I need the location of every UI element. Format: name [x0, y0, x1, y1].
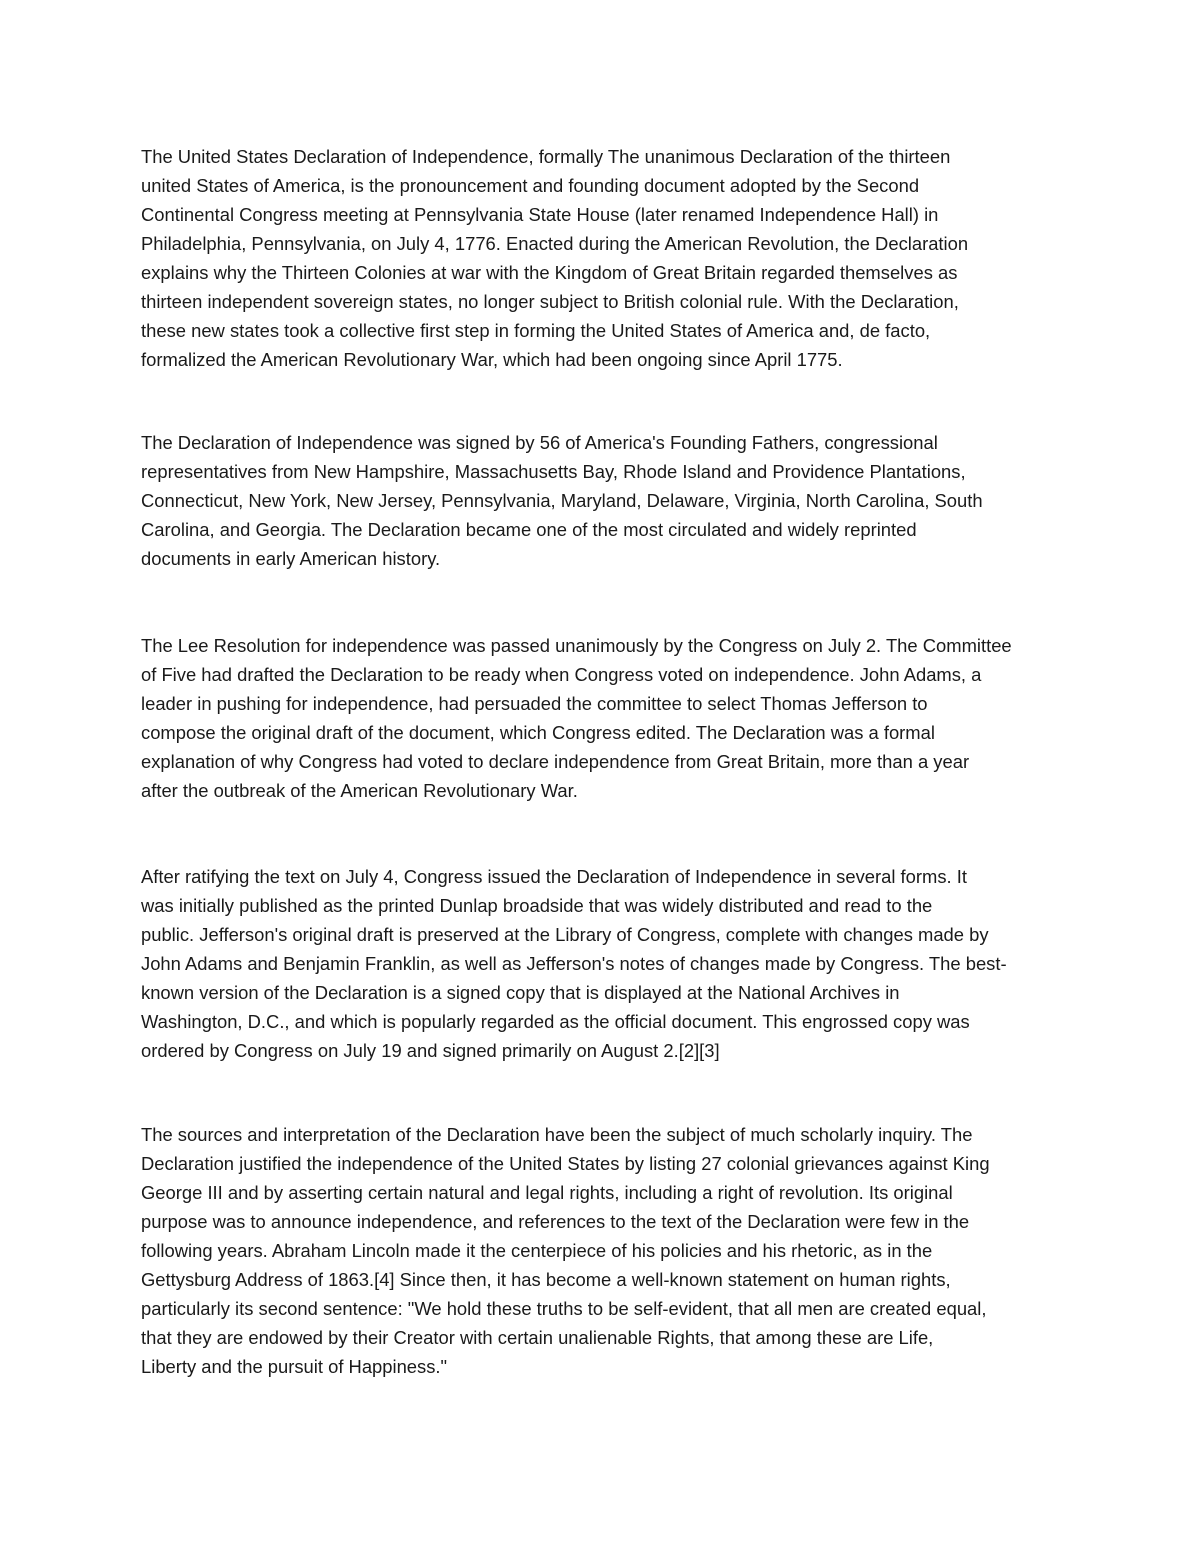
- text-line: The Lee Resolution for independence was passed unanimously by the Congress on July 2. The Committee: [141, 635, 1012, 656]
- text-line: John Adams and Benjamin Franklin, as well as Jefferson's notes of changes made by Congress. The best-: [141, 953, 1007, 974]
- text-line: formalized the American Revolutionary War, which had been ongoing since April 1775.: [141, 349, 843, 370]
- text-line: following years. Abraham Lincoln made it the centerpiece of his policies and his rhetoric, as in the: [141, 1240, 933, 1261]
- text-line: documents in early American history.: [141, 548, 441, 569]
- text-line: representatives from New Hampshire, Massachusetts Bay, Rhode Island and Providence Plantations,: [141, 461, 966, 482]
- text-line: The sources and interpretation of the Declaration have been the subject of much scholarly inquiry. The: [141, 1124, 973, 1145]
- text-line: purpose was to announce independence, and references to the text of the Declaration were few in the: [141, 1211, 970, 1232]
- text-line: explanation of why Congress had voted to declare independence from Great Britain, more than a year: [141, 751, 970, 772]
- text-line: that they are endowed by their Creator with certain unalienable Rights, that among these are Life,: [141, 1327, 934, 1348]
- text-line: explains why the Thirteen Colonies at war with the Kingdom of Great Britain regarded themselves as: [141, 262, 958, 283]
- text-line: The Declaration of Independence was signed by 56 of America's Founding Fathers, congressional: [141, 432, 938, 453]
- paragraph-interpretation: [141, 1120, 1071, 1381]
- text-line: After ratifying the text on July 4, Congress issued the Declaration of Independence in several forms. It: [141, 866, 967, 887]
- text-line: ordered by Congress on July 19 and signed primarily on August 2.[2][3]: [141, 1040, 720, 1061]
- text-line: Gettysburg Address of 1863.[4] Since then, it has become a well-known statement on human rights,: [141, 1269, 951, 1290]
- text-line: after the outbreak of the American Revolutionary War.: [141, 780, 578, 801]
- text-line: was initially published as the printed Dunlap broadside that was widely distributed and read to the: [141, 895, 933, 916]
- text-line: Carolina, and Georgia. The Declaration became one of the most circulated and widely reprinted: [141, 519, 917, 540]
- text-line: leader in pushing for independence, had persuaded the committee to select Thomas Jefferson to: [141, 693, 928, 714]
- paragraph-signers: [141, 428, 1071, 573]
- text-line: thirteen independent sovereign states, no longer subject to British colonial rule. With the Declaration,: [141, 291, 959, 312]
- text-line: Philadelphia, Pennsylvania, on July 4, 1776. Enacted during the American Revolution, the Declaration: [141, 233, 969, 254]
- text-line: known version of the Declaration is a signed copy that is displayed at the National Archives in: [141, 982, 900, 1003]
- text-line: Liberty and the pursuit of Happiness.": [141, 1356, 448, 1377]
- text-line: united States of America, is the pronouncement and founding document adopted by the Second: [141, 175, 920, 196]
- text-line: compose the original draft of the document, which Congress edited. The Declaration was a formal: [141, 722, 935, 743]
- paragraph-lee-resolution: [141, 631, 1071, 805]
- text-line: Washington, D.C., and which is popularly regarded as the official document. This engrossed copy was: [141, 1011, 970, 1032]
- paragraph-ratification: [141, 862, 1071, 1065]
- text-line: Continental Congress meeting at Pennsylvania State House (later renamed Independence Hall) in: [141, 204, 939, 225]
- text-line: George III and by asserting certain natural and legal rights, including a right of revolution. Its original: [141, 1182, 953, 1203]
- text-line: Connecticut, New York, New Jersey, Pennsylvania, Maryland, Delaware, Virginia, North Carolina, South: [141, 490, 983, 511]
- paragraph-declaration-overview: [141, 142, 1071, 374]
- text-line: public. Jefferson's original draft is preserved at the Library of Congress, complete with changes made by: [141, 924, 989, 945]
- text-line: of Five had drafted the Declaration to be ready when Congress voted on independence. John Adams, a: [141, 664, 982, 685]
- text-line: particularly its second sentence: "We hold these truths to be self-evident, that all men are created equal,: [141, 1298, 987, 1319]
- text-line: The United States Declaration of Independence, formally The unanimous Declaration of the thirteen: [141, 146, 951, 167]
- text-line: these new states took a collective first step in forming the United States of America and, de facto,: [141, 320, 931, 341]
- text-line: Declaration justified the independence of the United States by listing 27 colonial grievances against King: [141, 1153, 990, 1174]
